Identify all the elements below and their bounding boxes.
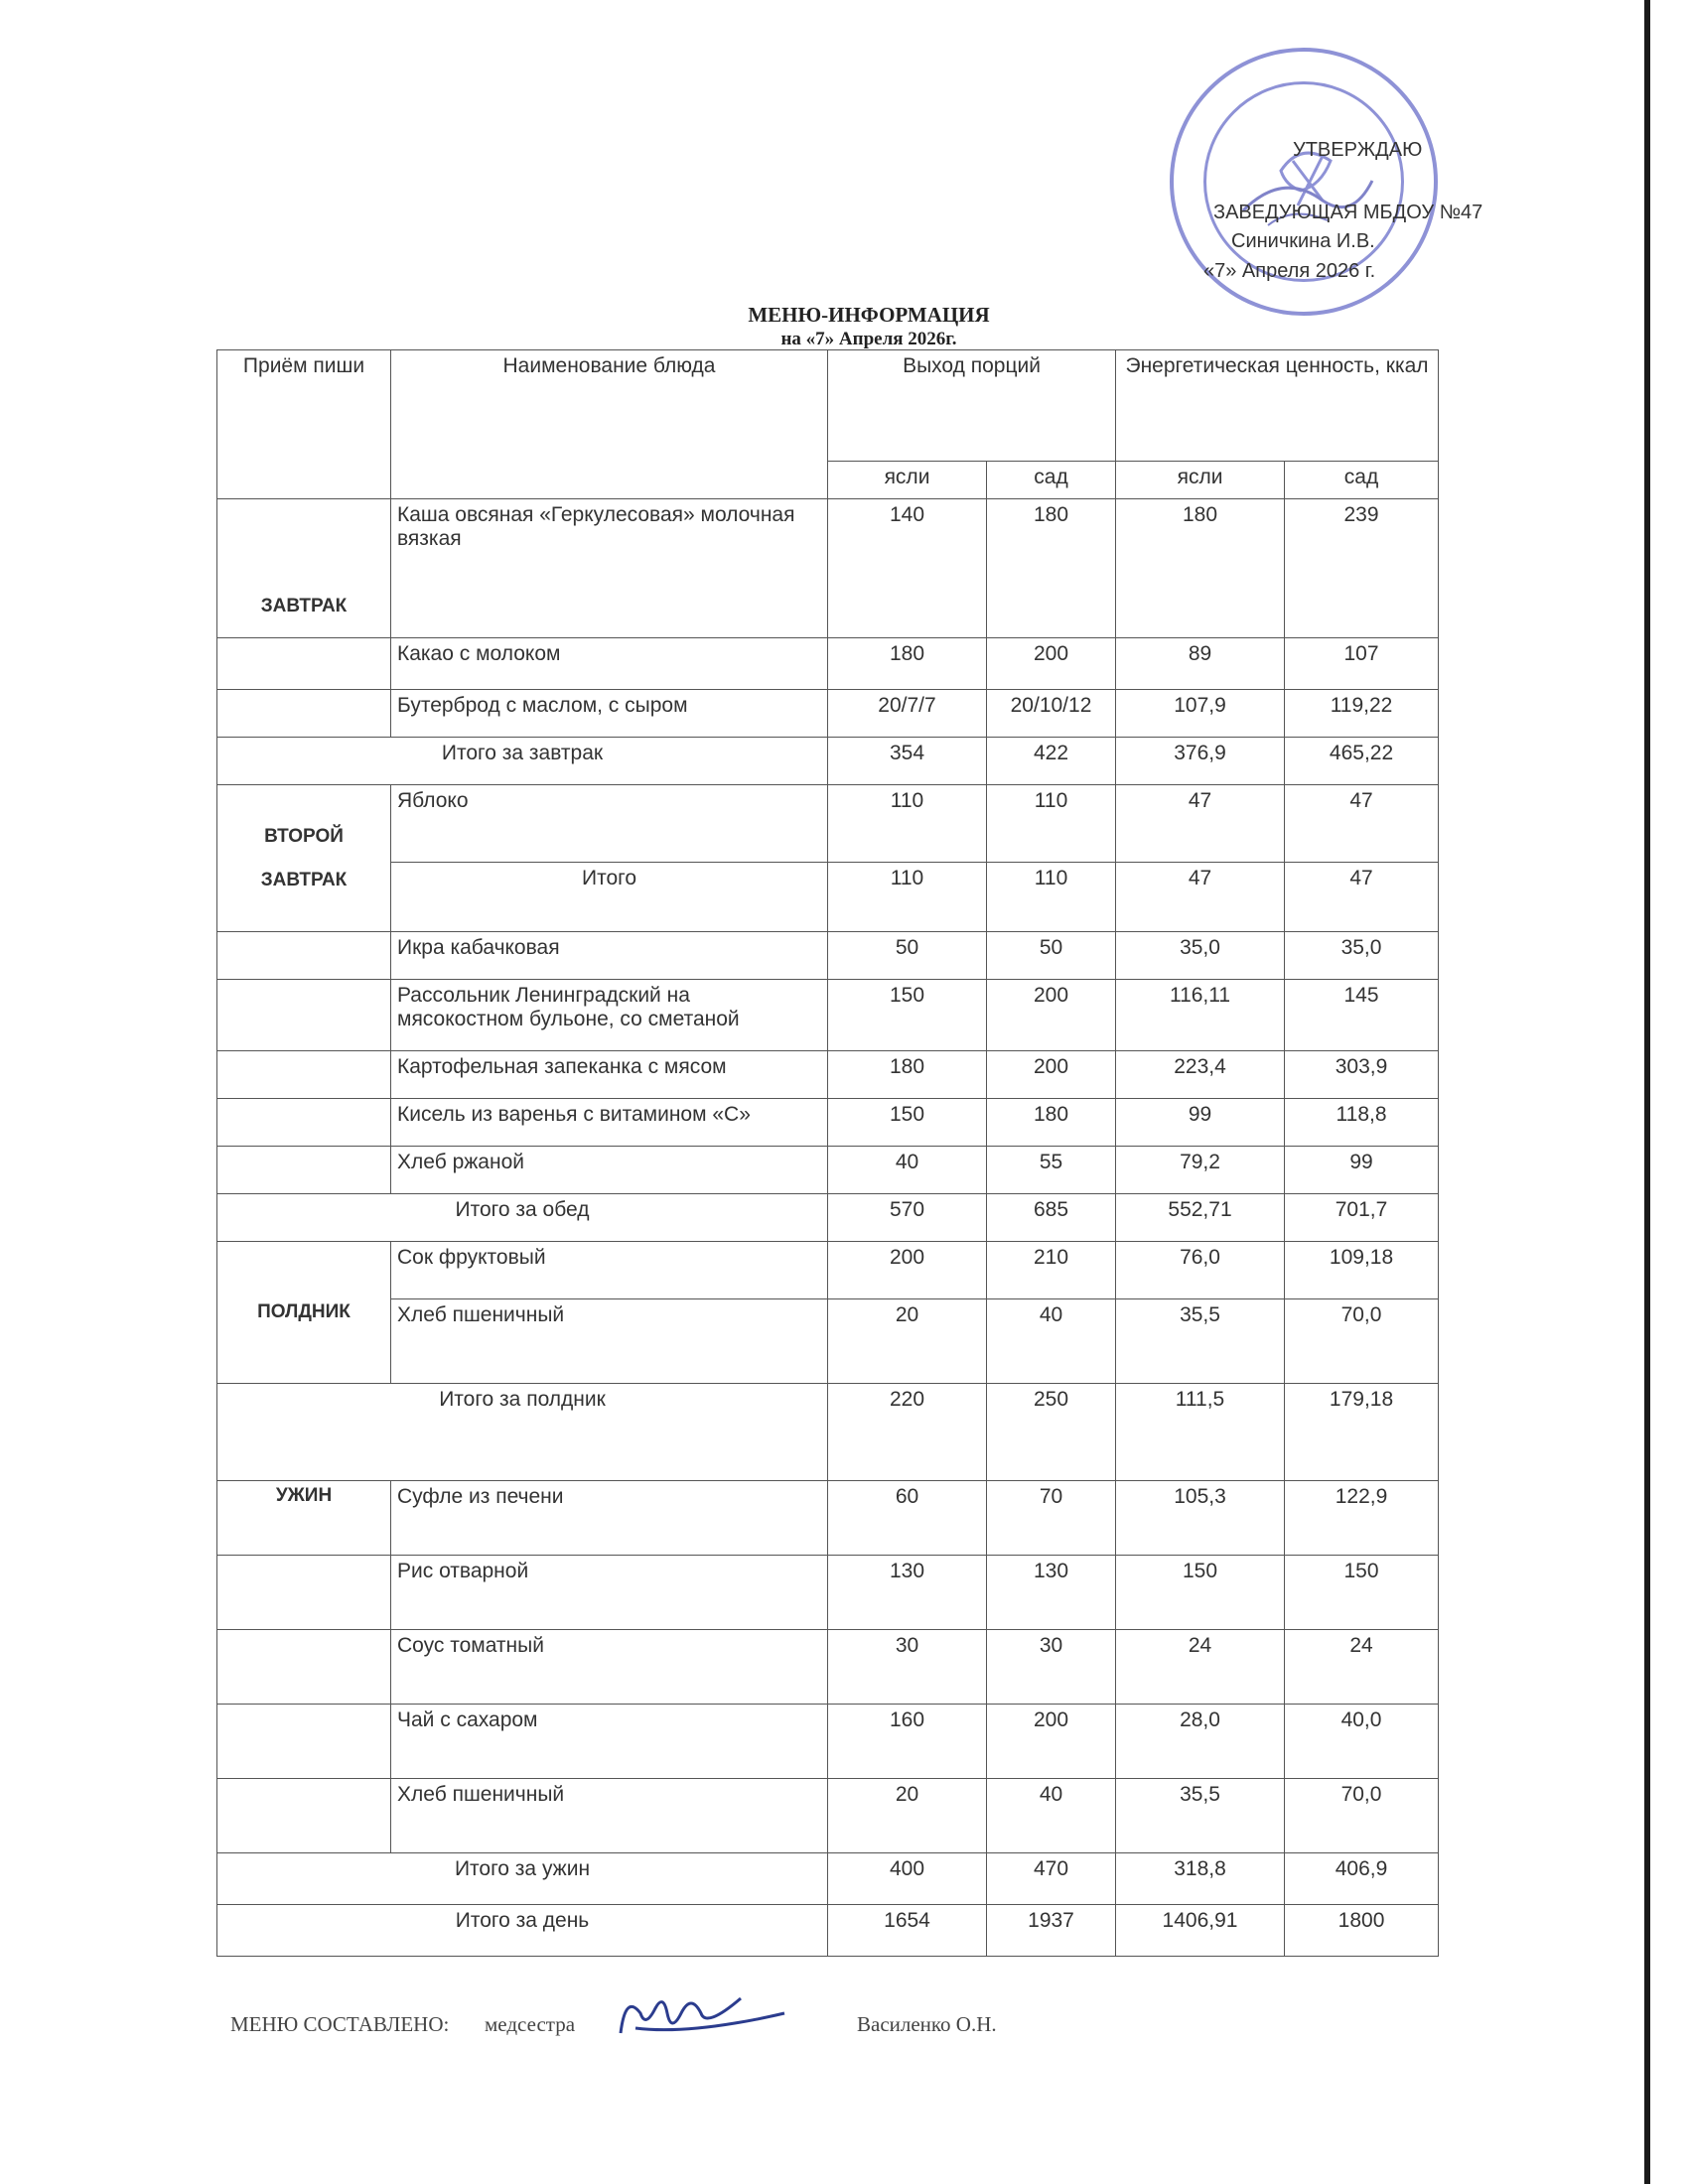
meal-empty — [217, 1705, 391, 1779]
meal-second-breakfast-line2: ЗАВТРАК — [260, 869, 348, 890]
energy-nursery: 76,0 — [1116, 1242, 1285, 1299]
meal-dinner: УЖИН — [217, 1481, 391, 1556]
output-garden: 50 — [987, 932, 1116, 980]
output-garden: 200 — [987, 980, 1116, 1051]
output-garden: 422 — [987, 738, 1116, 785]
output-garden: 30 — [987, 1630, 1116, 1705]
output-nursery: 200 — [828, 1242, 987, 1299]
energy-garden: 107 — [1285, 638, 1439, 690]
dish-name: Яблоко — [391, 785, 828, 863]
total-label: Итого — [391, 863, 828, 932]
dish-name: Кисель из варенья с витамином «С» — [391, 1099, 828, 1147]
energy-garden: 24 — [1285, 1630, 1439, 1705]
energy-garden: 239 — [1285, 499, 1439, 638]
energy-garden: 303,9 — [1285, 1051, 1439, 1099]
output-garden: 685 — [987, 1194, 1116, 1242]
approval-position: ЗАВЕДУЮЩАЯ МБДОУ №47 — [1213, 202, 1483, 223]
energy-garden: 70,0 — [1285, 1299, 1439, 1384]
energy-nursery: 35,0 — [1116, 932, 1285, 980]
header-output-garden: сад — [987, 462, 1116, 499]
dish-name: Картофельная запеканка с мясом — [391, 1051, 828, 1099]
table-row — [217, 1147, 1439, 1194]
header-output-nursery: ясли — [828, 462, 987, 499]
footer-label: МЕНЮ СОСТАВЛЕНО: — [230, 2012, 450, 2036]
footer-name: Василенко О.Н. — [857, 2012, 997, 2036]
approval-name: Синичкина И.В. — [1231, 230, 1375, 252]
energy-nursery: 89 — [1116, 638, 1285, 690]
table-row — [217, 980, 1439, 1051]
output-garden: 20/10/12 — [987, 690, 1116, 738]
energy-garden: 406,9 — [1285, 1853, 1439, 1905]
output-nursery: 400 — [828, 1853, 987, 1905]
meal-empty — [217, 1051, 391, 1099]
energy-garden: 179,18 — [1285, 1384, 1439, 1481]
signature-icon — [611, 1988, 799, 2048]
output-nursery: 150 — [828, 980, 987, 1051]
energy-garden: 47 — [1285, 863, 1439, 932]
meal-second-breakfast-line1: ВТОРОЙ — [264, 825, 344, 847]
energy-nursery: 28,0 — [1116, 1705, 1285, 1779]
header-dish: Наименование блюда — [391, 350, 828, 499]
meal-empty — [217, 980, 391, 1051]
output-garden: 1937 — [987, 1905, 1116, 1957]
energy-garden: 118,8 — [1285, 1099, 1439, 1147]
energy-garden: 35,0 — [1285, 932, 1439, 980]
meal-empty — [217, 932, 391, 980]
meal-empty — [217, 1147, 391, 1194]
table-row — [217, 932, 1439, 980]
dish-name: Хлеб пшеничный — [391, 1299, 828, 1384]
table-row — [217, 499, 1439, 638]
output-garden: 470 — [987, 1853, 1116, 1905]
energy-nursery: 47 — [1116, 785, 1285, 863]
output-garden: 40 — [987, 1779, 1116, 1853]
table-row — [217, 1779, 1439, 1853]
energy-nursery: 99 — [1116, 1099, 1285, 1147]
energy-nursery: 180 — [1116, 499, 1285, 638]
table-row-total — [217, 1853, 1439, 1905]
output-nursery: 110 — [828, 863, 987, 932]
meal-empty — [217, 690, 391, 738]
dish-name: Рассольник Ленинградский на мясокостном бульоне, со сметаной — [391, 980, 828, 1051]
header-meal: Приём пиши — [217, 350, 391, 499]
table-row — [217, 785, 1439, 863]
energy-nursery: 111,5 — [1116, 1384, 1285, 1481]
document-date: на «7» Апреля 2026г. — [780, 329, 957, 349]
energy-nursery: 116,11 — [1116, 980, 1285, 1051]
approval-date: «7» Апреля 2026 г. — [1203, 260, 1376, 282]
energy-garden: 40,0 — [1285, 1705, 1439, 1779]
table-row — [217, 1556, 1439, 1630]
dish-name: Какао с молоком — [391, 638, 828, 690]
table-row — [217, 1051, 1439, 1099]
dish-name: Чай с сахаром — [391, 1705, 828, 1779]
table-row — [217, 1099, 1439, 1147]
meal-empty — [217, 638, 391, 690]
energy-garden: 1800 — [1285, 1905, 1439, 1957]
total-label: Итого за завтрак — [217, 738, 828, 785]
output-garden: 250 — [987, 1384, 1116, 1481]
output-garden: 180 — [987, 1099, 1116, 1147]
energy-nursery: 150 — [1116, 1556, 1285, 1630]
output-nursery: 60 — [828, 1481, 987, 1556]
table-row-total — [217, 1194, 1439, 1242]
table-row — [217, 1481, 1439, 1556]
menu-table — [216, 349, 1439, 1957]
dish-name: Рис отварной — [391, 1556, 828, 1630]
output-nursery: 20/7/7 — [828, 690, 987, 738]
energy-garden: 109,18 — [1285, 1242, 1439, 1299]
energy-nursery: 105,3 — [1116, 1481, 1285, 1556]
output-garden: 200 — [987, 1051, 1116, 1099]
meal-breakfast: ЗАВТРАК — [217, 499, 391, 638]
meal-second-breakfast — [217, 785, 391, 932]
energy-garden: 150 — [1285, 1556, 1439, 1630]
document-title: МЕНЮ-ИНФОРМАЦИЯ — [748, 303, 990, 327]
approval-title: УТВЕРЖДАЮ — [1293, 139, 1423, 161]
table-row — [217, 1242, 1439, 1299]
energy-nursery: 376,9 — [1116, 738, 1285, 785]
output-nursery: 110 — [828, 785, 987, 863]
dish-name: Хлеб ржаной — [391, 1147, 828, 1194]
total-label: Итого за ужин — [217, 1853, 828, 1905]
meal-empty — [217, 1556, 391, 1630]
energy-garden: 47 — [1285, 785, 1439, 863]
dish-name: Хлеб пшеничный — [391, 1779, 828, 1853]
table-row — [217, 638, 1439, 690]
table-row — [217, 1630, 1439, 1705]
meal-empty — [217, 1779, 391, 1853]
dish-name: Соус томатный — [391, 1630, 828, 1705]
table-row — [217, 1299, 1439, 1384]
energy-nursery: 1406,91 — [1116, 1905, 1285, 1957]
output-nursery: 40 — [828, 1147, 987, 1194]
energy-garden: 145 — [1285, 980, 1439, 1051]
output-nursery: 20 — [828, 1299, 987, 1384]
output-nursery: 140 — [828, 499, 987, 638]
output-nursery: 220 — [828, 1384, 987, 1481]
header-energy-garden: сад — [1285, 462, 1439, 499]
output-nursery: 50 — [828, 932, 987, 980]
meal-empty — [217, 1630, 391, 1705]
output-garden: 180 — [987, 499, 1116, 638]
output-garden: 200 — [987, 638, 1116, 690]
meal-empty — [217, 1099, 391, 1147]
total-label: Итого за обед — [217, 1194, 828, 1242]
energy-nursery: 318,8 — [1116, 1853, 1285, 1905]
energy-nursery: 47 — [1116, 863, 1285, 932]
footer-role: медсестра — [485, 2012, 576, 2036]
header-energy-nursery: ясли — [1116, 462, 1285, 499]
output-nursery: 180 — [828, 638, 987, 690]
output-nursery: 160 — [828, 1705, 987, 1779]
dish-name: Икра кабачковая — [391, 932, 828, 980]
output-garden: 40 — [987, 1299, 1116, 1384]
energy-nursery: 79,2 — [1116, 1147, 1285, 1194]
output-garden: 200 — [987, 1705, 1116, 1779]
energy-nursery: 223,4 — [1116, 1051, 1285, 1099]
energy-garden: 99 — [1285, 1147, 1439, 1194]
output-garden: 210 — [987, 1242, 1116, 1299]
energy-nursery: 552,71 — [1116, 1194, 1285, 1242]
output-nursery: 354 — [828, 738, 987, 785]
dish-name: Суфле из печени — [391, 1481, 828, 1556]
output-garden: 55 — [987, 1147, 1116, 1194]
energy-nursery: 107,9 — [1116, 690, 1285, 738]
table-row — [217, 1705, 1439, 1779]
output-garden: 70 — [987, 1481, 1116, 1556]
energy-nursery: 35,5 — [1116, 1299, 1285, 1384]
energy-garden: 465,22 — [1285, 738, 1439, 785]
energy-nursery: 35,5 — [1116, 1779, 1285, 1853]
output-nursery: 130 — [828, 1556, 987, 1630]
total-label: Итого за полдник — [217, 1384, 828, 1481]
dish-name: Сок фруктовый — [391, 1242, 828, 1299]
output-nursery: 30 — [828, 1630, 987, 1705]
output-nursery: 1654 — [828, 1905, 987, 1957]
dish-name: Каша овсяная «Геркулесовая» молочная вязкая — [391, 499, 828, 638]
scan-edge — [1644, 0, 1650, 2184]
output-nursery: 570 — [828, 1194, 987, 1242]
output-garden: 110 — [987, 785, 1116, 863]
output-nursery: 150 — [828, 1099, 987, 1147]
energy-garden: 70,0 — [1285, 1779, 1439, 1853]
table-row-total — [217, 738, 1439, 785]
output-garden: 130 — [987, 1556, 1116, 1630]
meal-snack: ПОЛДНИК — [217, 1242, 391, 1384]
output-nursery: 20 — [828, 1779, 987, 1853]
total-label: Итого за день — [217, 1905, 828, 1957]
table-row-total — [217, 863, 1439, 932]
output-nursery: 180 — [828, 1051, 987, 1099]
energy-nursery: 24 — [1116, 1630, 1285, 1705]
energy-garden: 122,9 — [1285, 1481, 1439, 1556]
energy-garden: 701,7 — [1285, 1194, 1439, 1242]
energy-garden: 119,22 — [1285, 690, 1439, 738]
table-row-total — [217, 1384, 1439, 1481]
dish-name: Бутерброд с маслом, с сыром — [391, 690, 828, 738]
table-row — [217, 690, 1439, 738]
output-garden: 110 — [987, 863, 1116, 932]
table-row-total — [217, 1905, 1439, 1957]
header-output: Выход порций — [828, 350, 1116, 462]
header-energy: Энергетическая ценность, ккал — [1116, 350, 1439, 462]
